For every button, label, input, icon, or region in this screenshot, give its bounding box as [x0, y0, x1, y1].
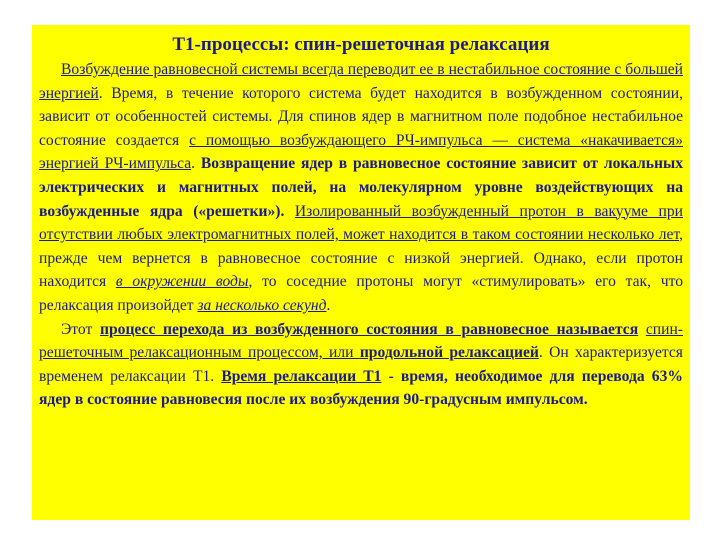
- paragraph-2: [39, 318, 683, 412]
- paragraph-1: [39, 58, 683, 318]
- text-run: Изолированный возбужденный протон в вакууме при отсутствии любых электромагнитных полей, может находится в таком состоянии несколько лет: [39, 202, 683, 244]
- text-run: , прежде чем вернется в равновесное состояние с низкой энергией. Однако, если протон находится: [39, 226, 683, 291]
- text-run: Возвращение ядер в равновесное состояние зависит от локальных электрических и магнитных полей, на молекулярном уровне воздействующих на возбужденные ядра («решетки»).: [39, 155, 683, 220]
- text-run: [284, 203, 295, 220]
- body-text: [39, 58, 683, 412]
- text-run: продольной релаксацией: [359, 344, 539, 362]
- text-run: . Время, в течение которого система будет находится в возбужденном состоянии, зависит от особенностей системы. Для спинов ядер в магнитном поле подобное нестабильное состояние создается: [39, 84, 683, 149]
- slide-title: Т1-процессы: спин-решеточная релаксация: [172, 34, 550, 55]
- content-panel: [32, 25, 690, 520]
- text-run: , то соседние протоны могут «стимулировать» его так, что релаксация произойдет: [39, 273, 684, 314]
- text-run: .: [191, 155, 201, 173]
- text-run: [638, 321, 646, 338]
- text-run: с помощью возбуждающего РЧ-импульса — система «накачивается» энергией РЧ-импульса: [39, 131, 683, 173]
- text-run: .: [326, 296, 331, 314]
- text-run: спин-решеточным релаксационным процессом, или: [39, 320, 683, 362]
- text-run: Этот: [61, 320, 100, 338]
- text-run: - время, необходимое для перевода 63% ядер в состояние равновесия после их возбуждения 90-градусным импульсом.: [39, 367, 683, 409]
- text-run: в окружении воды: [115, 273, 249, 291]
- text-run: Время релаксации Т1: [221, 367, 382, 385]
- text-run: Возбуждение равновесной системы всегда переводит ее в нестабильное состояние с большей энергией: [39, 61, 683, 102]
- text-run: . Он характеризуется временем релаксации Т1.: [39, 344, 683, 385]
- text-run: за несколько секунд: [197, 296, 327, 314]
- text-run: процесс перехода из возбужденного состояния в равновесное называется: [99, 320, 639, 338]
